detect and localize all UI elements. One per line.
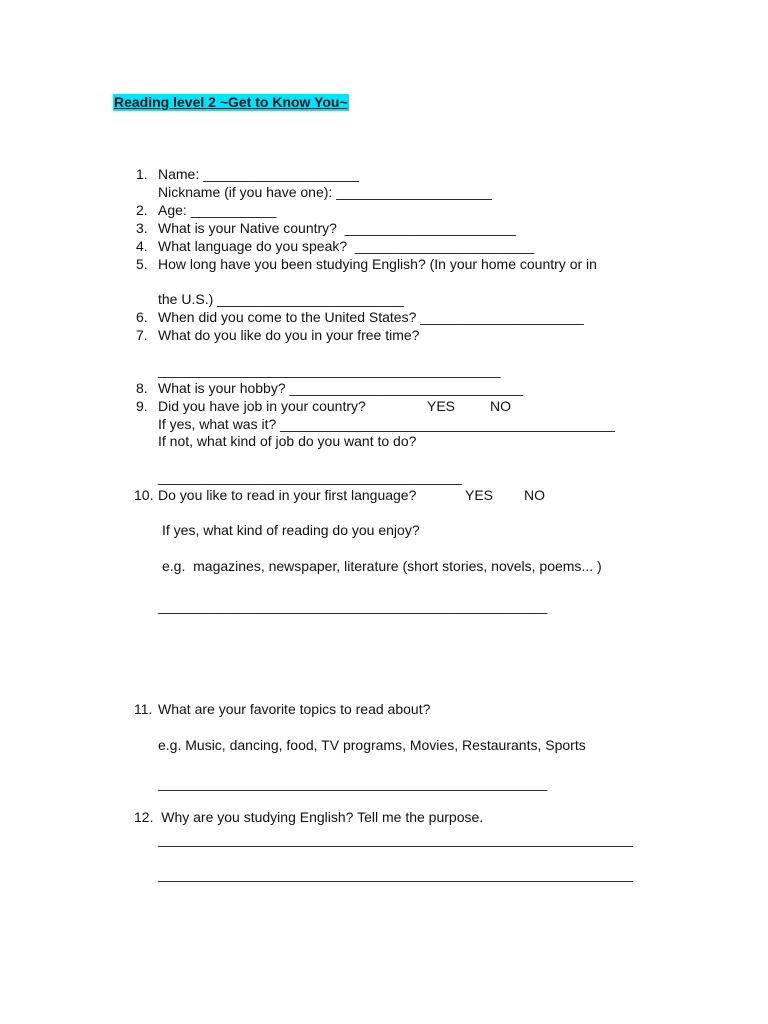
language-question: What language do you speak? _______________________ xyxy=(158,238,534,254)
question-number: 3. xyxy=(136,220,148,236)
name-question: Name: ____________________ xyxy=(158,166,359,182)
studying-english-question: How long have you been studying English? (In your home country or in xyxy=(158,256,597,272)
question-number: 6. xyxy=(136,309,148,325)
hobby-question: What is your hobby? ______________________________ xyxy=(158,380,524,396)
question-number: 5. xyxy=(136,256,148,272)
answer-line: __________________________________________________ xyxy=(158,598,548,614)
yes-option: YES xyxy=(465,487,494,503)
reading-question: Do you like to read in your first language? xyxy=(158,487,417,503)
purpose-question: 12. Why are you studying English? Tell me the purpose. xyxy=(134,809,484,825)
topics-examples: e.g. Music, dancing, food, TV programs, Movies, Restaurants, Sports xyxy=(158,737,586,753)
yes-option: YES xyxy=(427,398,456,414)
free-time-question: What do you like do you in your free time? xyxy=(158,327,420,343)
reading-followup: If yes, what kind of reading do you enjoy? xyxy=(162,522,420,538)
job-wish-question: If not, what kind of job do you want to do? xyxy=(158,433,417,449)
question-number: 7. xyxy=(136,327,148,343)
topics-question: What are your favorite topics to read about? xyxy=(158,701,431,717)
answer-line: __________________________________________________ xyxy=(158,775,548,791)
question-number: 1. xyxy=(136,166,148,182)
no-option: NO xyxy=(490,398,511,414)
question-number: 10. xyxy=(134,487,154,503)
question-number: 2. xyxy=(136,202,148,218)
arrival-question: When did you come to the United States? _____________________ xyxy=(158,309,584,325)
question-number: 8. xyxy=(136,380,148,396)
nickname-question: Nickname (if you have one): ____________________ xyxy=(158,184,492,200)
native-country-question: What is your Native country? ______________________ xyxy=(158,220,517,236)
worksheet-title: Reading level 2 ~Get to Know You~ xyxy=(114,94,348,110)
job-question: Did you have job in your country? xyxy=(158,398,366,414)
question-number: 4. xyxy=(136,238,148,254)
answer-line: ____________________________________________ xyxy=(158,362,501,378)
reading-examples: e.g. magazines, newspaper, literature (short stories, novels, poems... ) xyxy=(162,558,602,574)
question-number: 11. xyxy=(134,701,153,717)
studying-english-question-cont: the U.S.) ________________________ xyxy=(158,291,404,307)
no-option: NO xyxy=(524,487,545,503)
answer-line: _______________________________________ xyxy=(158,469,462,485)
question-number: 9. xyxy=(136,398,148,414)
answer-line: _____________________________________________________________ xyxy=(158,866,633,882)
job-followup: If yes, what was it? ___________________________________________ xyxy=(158,416,615,432)
age-question: Age: ___________ xyxy=(158,202,277,218)
answer-line: _____________________________________________________________ xyxy=(158,831,633,847)
